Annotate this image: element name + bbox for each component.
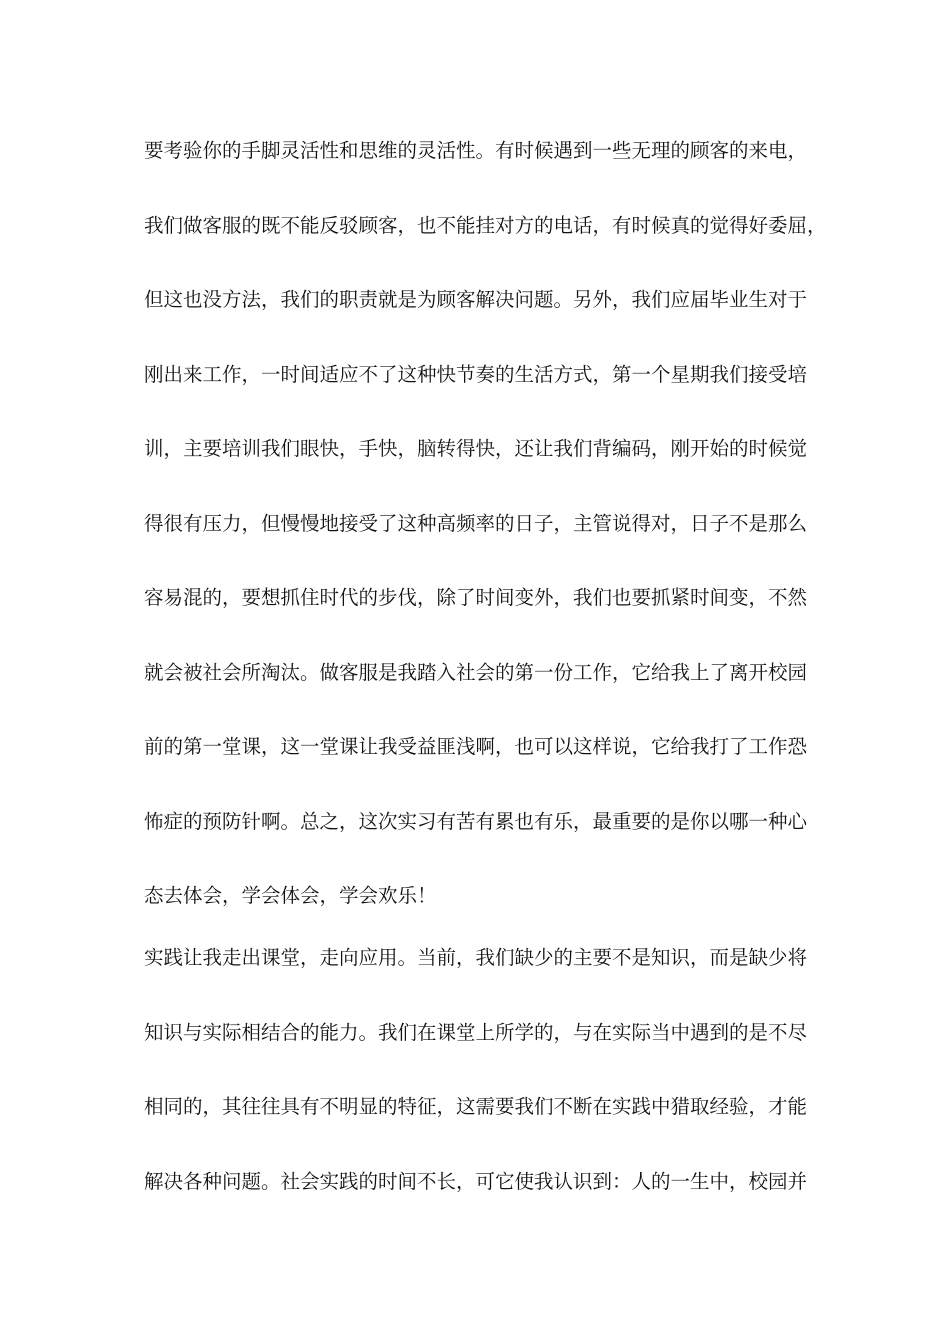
text-line: 刚出来工作，一时间适应不了这种快节奏的生活方式，第一个星期我们接受培: [144, 363, 808, 386]
text-line: 怖症的预防针啊。总之，这次实习有苦有累也有乐，最重要的是你以哪一种心: [144, 810, 808, 833]
text-line: 前的第一堂课，这一堂课让我受益匪浅啊，也可以这样说，它给我打了工作恐: [144, 735, 808, 758]
text-line: 就会被社会所淘汰。做客服是我踏入社会的第一份工作，它给我上了离开校园: [144, 661, 808, 684]
text-line: 训，主要培训我们眼快，手快，脑转得快，还让我们背编码，刚开始的时候觉: [144, 437, 808, 460]
text-line: 但这也没方法，我们的职责就是为顾客解决问题。另外，我们应届毕业生对于: [144, 288, 808, 311]
text-line: 知识与实际相结合的能力。我们在课堂上所学的，与在实际当中遇到的是不尽: [144, 1021, 808, 1044]
text-line: 解决各种问题。社会实践的时间不长，可它使我认识到：人的一生中，校园并: [144, 1170, 808, 1193]
text-line: 实践让我走出课堂，走向应用。当前，我们缺少的主要不是知识，而是缺少将: [144, 946, 808, 969]
text-line: 得很有压力，但慢慢地接受了这种高频率的日子，主管说得对，日子不是那么: [144, 512, 808, 535]
text-line: 态去体会，学会体会，学会欢乐！: [144, 884, 437, 907]
text-line: 相同的，其往往具有不明显的特征，这需要我们不断在实践中猎取经验，才能: [144, 1095, 808, 1118]
text-line: 要考验你的手脚灵活性和思维的灵活性。有时候遇到一些无理的顾客的来电，: [144, 139, 808, 162]
text-line: 我们做客服的既不能反驳顾客，也不能挂对方的电话，有时候真的觉得好委屈，: [144, 214, 827, 237]
text-line: 容易混的，要想抓住时代的步伐，除了时间变外，我们也要抓紧时间变，不然: [144, 586, 808, 609]
